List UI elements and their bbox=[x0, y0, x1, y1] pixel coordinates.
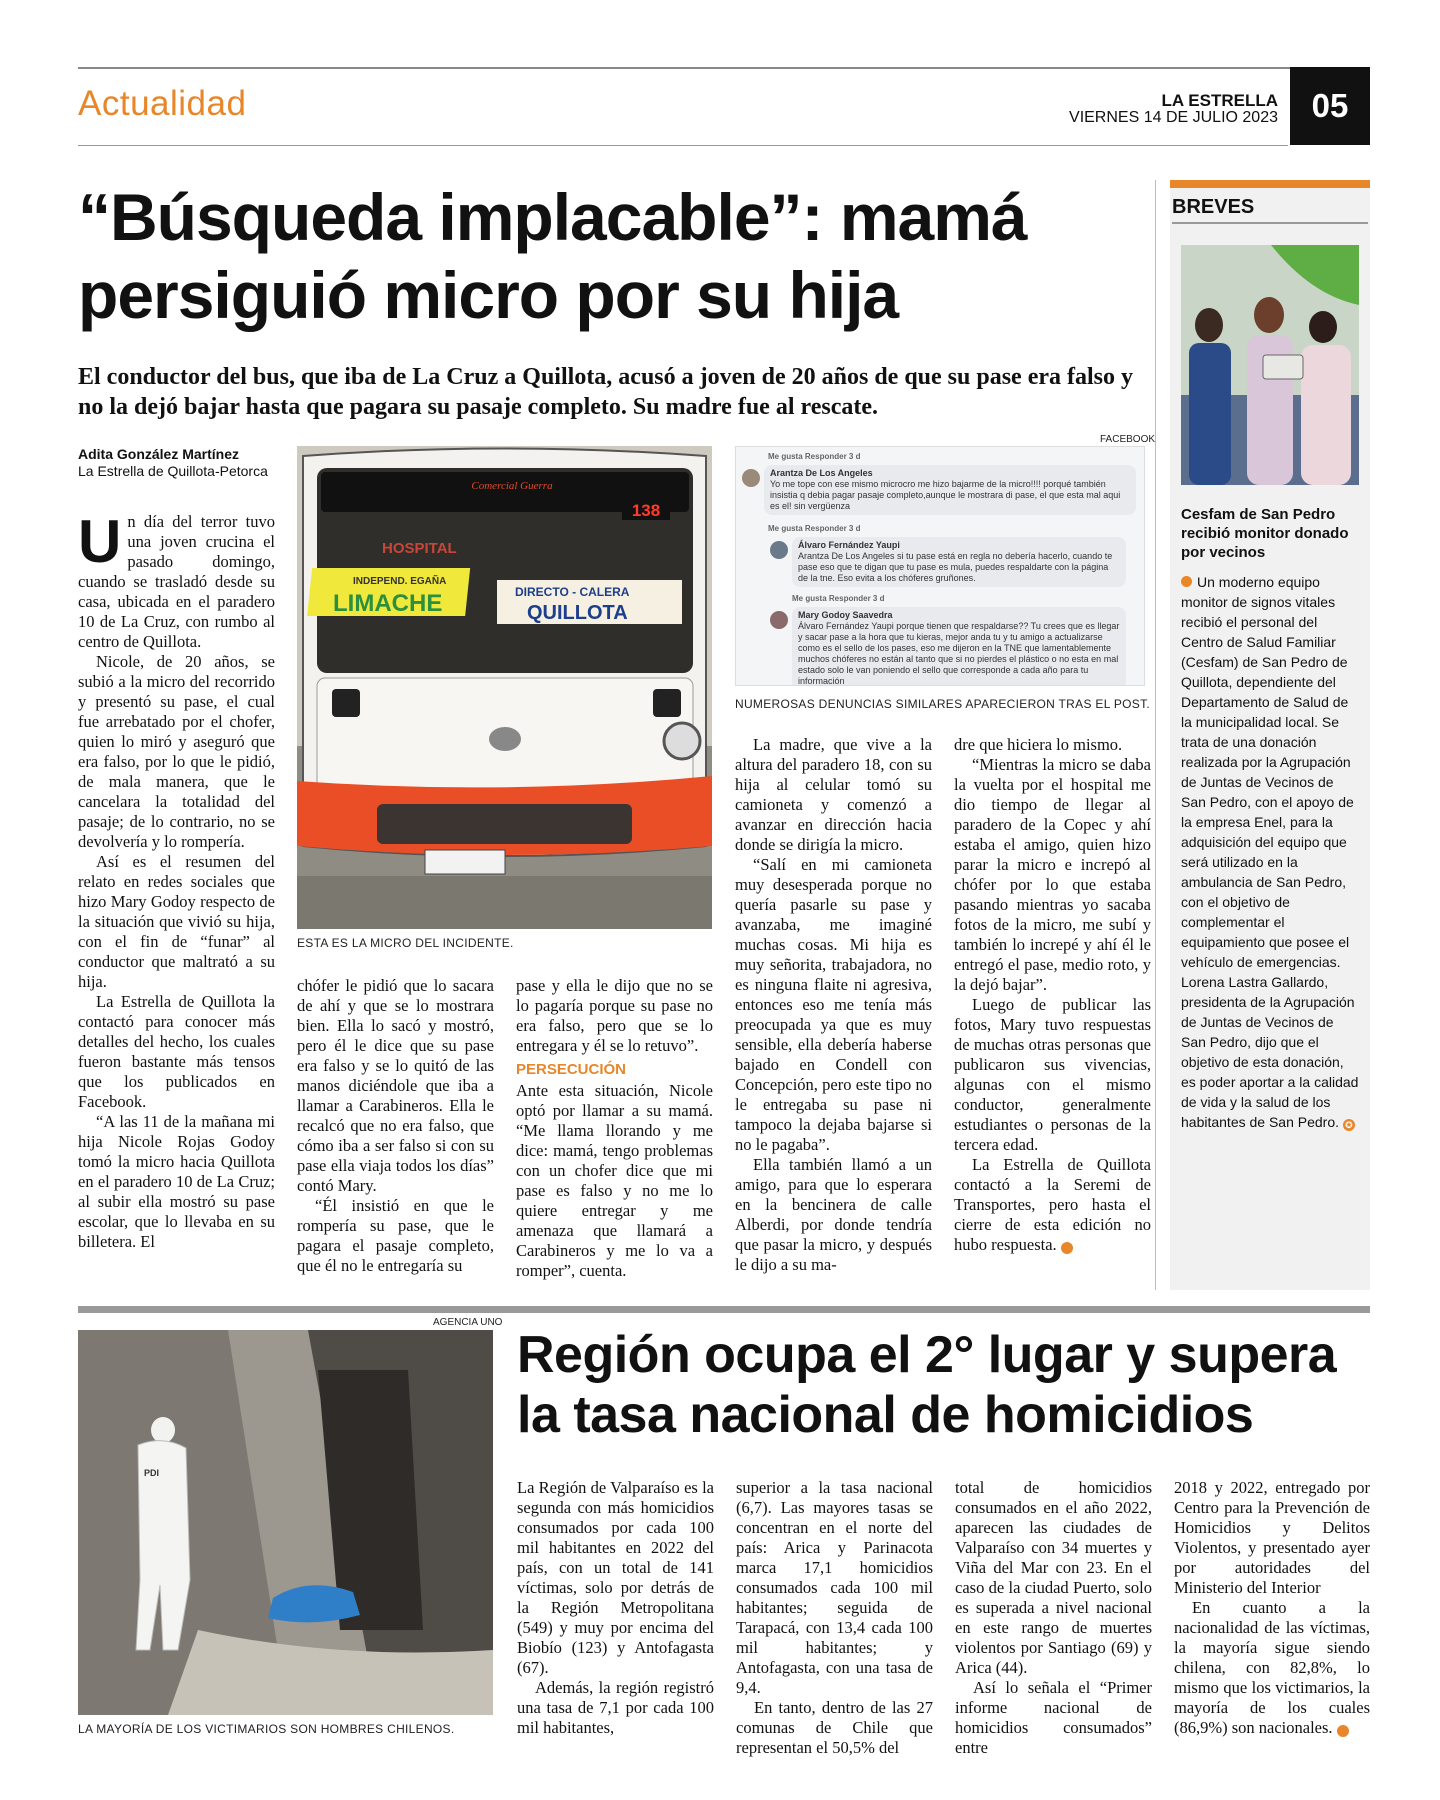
paragraph: Ella también llamó a un amigo, para que lo esperara en la bencinera de calle Alberdi, por donde tendría que pasar la micro, y después le dijo a su ma- bbox=[735, 1155, 932, 1274]
comment-meta: Me gusta Responder 3 d bbox=[768, 452, 861, 461]
article2-column-2 bbox=[736, 1478, 933, 1758]
paragraph: pase y ella le dijo que no se lo pagaría porque su pase no era falso, pero que se lo entregara y él se lo retuvo”. bbox=[516, 976, 713, 1055]
crime-photo-caption: LA MAYORÍA DE LOS VICTIMARIOS SON HOMBRES CHILENOS. bbox=[78, 1722, 455, 1736]
comment-bubble bbox=[792, 537, 1126, 587]
cesfam-photo bbox=[1181, 245, 1359, 485]
masthead-info bbox=[1069, 92, 1278, 126]
crime-scene-illustration bbox=[78, 1330, 493, 1715]
article-column-4 bbox=[735, 735, 932, 1275]
comment-bubble bbox=[792, 607, 1126, 686]
bus-sign-directo: DIRECTO - CALERA bbox=[515, 585, 630, 599]
paragraph: La Región de Valparaíso es la segunda con más homicidios consumados por cada 100 mil habitantes en 2022 del país, con un total de 141 víctimas, solo por detrás de la Región Metropolitana (549) y muy por encima del Biobío (123) y Antofagasta (67). bbox=[517, 1478, 714, 1677]
article2-column-3 bbox=[955, 1478, 1152, 1758]
bus-sign-limache: LIMACHE bbox=[333, 590, 443, 617]
article2-column-1 bbox=[517, 1478, 714, 1738]
breve-headline: Cesfam de San Pedro recibió monitor donado por vecinos bbox=[1181, 506, 1349, 561]
avatar bbox=[770, 541, 788, 559]
page-number: 05 bbox=[1290, 67, 1370, 145]
paragraph: En tanto, dentro de las 27 comunas de Chile que representan el 50,5% del bbox=[736, 1698, 933, 1757]
crime-scene-photo bbox=[78, 1330, 493, 1715]
article-headline: “Búsqueda implacable”: mamá persiguió micro por su hija bbox=[78, 180, 1027, 332]
paragraph: “Él insistió en que le rompería su pase, que le pagara el pasaje completo, que él no le entregaría su bbox=[297, 1196, 494, 1275]
article-column-3 bbox=[516, 976, 713, 1281]
paragraph: Además, la región registró una tasa de 7,1 por cada 100 mil habitantes, bbox=[517, 1678, 714, 1737]
avatar bbox=[742, 469, 760, 487]
breves-title: BREVES bbox=[1172, 196, 1255, 218]
comment-meta: Me gusta Responder 3 d bbox=[792, 594, 885, 603]
cesfam-illustration bbox=[1181, 245, 1359, 485]
bus-photo-caption: ESTA ES LA MICRO DEL INCIDENTE. bbox=[297, 936, 514, 950]
end-mark-icon: ✪ bbox=[1337, 1725, 1349, 1737]
article2-headline: Región ocupa el 2° lugar y supera la tasa nacional de homicidios bbox=[517, 1326, 1337, 1444]
bus-sign-independencia: INDEPEND. EGAÑA bbox=[353, 576, 447, 587]
paper-name: LA ESTRELLA bbox=[1161, 91, 1278, 110]
comment-author: Mary Godoy Saavedra bbox=[798, 610, 893, 620]
facebook-comments-screenshot bbox=[735, 446, 1145, 686]
paragraph: chófer le pidió que lo sacara de ahí y que se lo mostrara bien. Ella lo sacó y mostró, pero él le dice que su pase era falso y se lo quitó de las manos diciéndole que iba a llamar a Carabineros. Ella le recalcó que no era falso, que cómo iba a ser falso si con su pase ella viaja todos los días” contó Mary. bbox=[297, 976, 494, 1195]
bus-top-sign: Comercial Guerra bbox=[471, 480, 553, 492]
paragraph: La Estrella de Quillota contactó a la Seremi de Transportes, pero hasta el cierre de esta edición no hubo respuesta. bbox=[954, 1155, 1151, 1254]
breves-accent-bar bbox=[1170, 180, 1370, 188]
paragraph: “Salí en mi camioneta muy desesperada porque no quería pasarle su pase y avanzaba, me imaginé muchas cosas. Mi hija es muy señorita, trabajadora, no es ninguna flaite ni agresiva, entonces eso me tenía más preocupada ya que es muy sensible, ella debería haberse bajado en Condell con Concepción, pero este tipo no le entregaba su pase ni tampoco la dejaba bajarse si no le pagaba”. bbox=[735, 855, 932, 1154]
comment-bubble bbox=[764, 465, 1136, 515]
issue-date: VIERNES 14 DE JULIO 2023 bbox=[1069, 109, 1278, 126]
article-column-5 bbox=[954, 735, 1151, 1255]
comment-text: Álvaro Fernández Yaupi porque tienen que respaldarse?? Tu crees que es llegar y sacar pase a la hora que tu kieras, mejor anda tu y tu amigo a actualizarse como es el sello de los pases, eso me dijeron en la TNE que lamentablemente muchos chóferes no están al tanto que si no pierdes el plástico o no esta en mal estado solo le van poniendo el sello que corresponde a cada año para tu información bbox=[798, 621, 1120, 686]
bus-illustration bbox=[297, 446, 712, 929]
paragraph: “Mientras la micro se daba la vuelta por el hospital me dio tiempo de llegar al paradero de la Copec y ahí estaba el amigo, quien hizo parar la micro e increpó al chófer por lo que estaba pasando mientras yo sacaba fotos de la micro, me subí y también lo increpé y ahí él le entregó el pase, medio roto, y la dejó bajar”. bbox=[954, 755, 1151, 994]
end-mark-icon: ✪ bbox=[1343, 1119, 1355, 1131]
drop-cap: U bbox=[78, 508, 122, 575]
breve-paragraph: Lorena Lastra Gallardo, presidenta de la Agrupación de Juntas de Vecinos de San Pedro, dijo que el objetivo de esta donación, es poder aportar a la calidad de vida y la salud de los habitantes de San Pedro. bbox=[1181, 974, 1359, 1130]
comment-text: Arantza De Los Angeles si tu pase está en regla no debería hacerlo, cuando te pase eso que te digan que tu pase es mula, puedes respaldarte con la página de la tne. Eso evita a los chóferes gruñones. bbox=[798, 551, 1113, 583]
paragraph: Ante esta situación, Nicole optó por llamar a su mamá. “Me llama llorando y me dice: mamá, tengo problemas con un chofer dice que mi pase es falso y no me lo quiere entregar y me amenaza que llamará a Carabineros y me lo va a romper”, cuenta. bbox=[516, 1081, 713, 1280]
author-outlet: La Estrella de Quillota-Petorca bbox=[78, 463, 268, 479]
bus-photo bbox=[297, 446, 712, 929]
article-column-2 bbox=[297, 976, 494, 1276]
breve-paragraph: Un moderno equipo monitor de signos vitales recibió el personal del Centro de Salud Familiar (Cesfam) de San Pedro de Quillota, dependiente del Departamento de Salud de la municipalidad local. Se trata de una donación realizada por la Agrupación de Juntas de Vecinos de San Pedro, con el apoyo de la empresa Enel, para la adquisición del equipo que será utilizado en la ambulancia de San Pedro, con el objetivo de complementar el equipamiento que posee el vehículo de emergencias. bbox=[1181, 574, 1354, 970]
section-subtitle: PERSECUCIÓN bbox=[516, 1061, 627, 1078]
paragraph: “A las 11 de la mañana mi hija Nicole Rojas Godoy tomó la micro hacia Quillota en el paradero 10 de La Cruz; al subir ella mostró su pase escolar, que lo llevaba en su billetera. El bbox=[78, 1112, 275, 1251]
comment-author: Álvaro Fernández Yaupi bbox=[798, 540, 900, 550]
header-rule bbox=[78, 145, 1288, 146]
breve-body bbox=[1181, 572, 1361, 1132]
bullet-icon bbox=[1181, 576, 1192, 587]
paragraph: La Estrella de Quillota la contactó para conocer más detalles del hecho, los cuales fueron bastante más tensos que los publicados en Facebook. bbox=[78, 992, 275, 1111]
bus-route-number: 138 bbox=[631, 501, 661, 520]
paragraph: Luego de publicar las fotos, Mary tuvo respuestas de muchas otras personas que publicaron sus vivencias, algunas con el mismo conductor, generalmente estudiantes o personas de la tercera edad. bbox=[954, 995, 1151, 1154]
comment-author: Arantza De Los Angeles bbox=[770, 468, 873, 478]
section-divider bbox=[78, 1306, 1370, 1313]
column-divider bbox=[1155, 180, 1156, 1290]
author-name: Adita González Martínez bbox=[78, 446, 240, 462]
top-rule bbox=[78, 67, 1370, 69]
paragraph: dre que hiciera lo mismo. bbox=[954, 735, 1123, 754]
avatar bbox=[770, 611, 788, 629]
paragraph: 2018 y 2022, entregado por Centro para la Prevención de Homicidios y Delitos Violentos, y presentado ayer por autoridades del Ministerio del Interior bbox=[1174, 1478, 1370, 1597]
breves-rule bbox=[1172, 222, 1368, 224]
facebook-credit: FACEBOOK bbox=[1100, 434, 1156, 445]
paragraph: En cuanto a la nacionalidad de las víctimas, la mayoría sigue siendo chilena, con 82,8%, lo mismo que los victimarios, la mayoría de los cuales (86,9%) son nacionales. bbox=[1174, 1598, 1370, 1737]
article-column-1 bbox=[78, 508, 275, 1252]
section-label: Actualidad bbox=[78, 84, 247, 123]
paragraph: La madre, que vive a la altura del paradero 18, con su hija al celular tomó su camioneta y comenzó a avanzar en dirección hacia donde se dirigía la micro. bbox=[735, 735, 932, 854]
paragraph: Así lo señala el “Primer informe nacional de homicidios consumados” entre bbox=[955, 1678, 1152, 1757]
article-subhead: El conductor del bus, que iba de La Cruz a Quillota, acusó a joven de 20 años de que su pase era falso y no la dejó bajar hasta que pagara su pasaje completo. Su madre fue al rescate. bbox=[78, 364, 1134, 420]
end-mark-icon: ✪ bbox=[1061, 1242, 1073, 1254]
paragraph: Nicole, de 20 años, se subió a la micro del recorrido y presentó su pase, el cual fue arrebatado por el chofer, quien lo miró y aseguró que era falso, por lo que le pidió, de mala manera, que le cancelara la totalidad del pasaje; de lo contrario, no se devolvería y lo rompería. bbox=[78, 652, 275, 851]
article2-column-4 bbox=[1174, 1478, 1370, 1738]
bus-sign-hospital: HOSPITAL bbox=[382, 540, 457, 557]
pdi-vest-text: PDI bbox=[144, 1468, 160, 1478]
photo-credit: AGENCIA UNO bbox=[433, 1317, 503, 1328]
paragraph: total de homicidios consumados en el año 2022, aparecen las ciudades de Valparaíso con 34 muertes y Viña del Mar con 23. En el caso de la ciudad Puerto, solo es superada a nivel nacional en este rango de muertes violentos por Santiago (69) y Arica (44). bbox=[955, 1478, 1152, 1677]
facebook-caption: NUMEROSAS DENUNCIAS SIMILARES APARECIERON TRAS EL POST. bbox=[735, 697, 1151, 711]
comment-meta: Me gusta Responder 3 d bbox=[768, 524, 861, 533]
byline bbox=[78, 446, 268, 480]
comment-text: Yo me tope con ese mismo microcro me hizo bajarme de la micro!!!! porqué también insistia q debia pagar pasaje completo,aunque le mostrara di pase, el que esta mal aqui es el! sin vergüenza bbox=[770, 479, 1121, 511]
paragraph: Así es el resumen del relato en redes sociales que hizo Mary Godoy respecto de la situación que vivió su hija, con el fin de “funar” al conductor que maltrató a su hija. bbox=[78, 852, 275, 991]
bus-sign-quillota: QUILLOTA bbox=[527, 602, 628, 624]
paragraph: superior a la tasa nacional (6,7). Las mayores tasas se concentran en el norte del país: Arica y Parinacota marca 17,1 homicidios consumados cada 100 mil habitantes; seguida de Tarapacá, con 13,4 cada 100 mil habitantes; y Antofagasta, con una tasa de 9,4. bbox=[736, 1478, 933, 1697]
paragraph: n día del terror tuvo una joven crucina el pasado domingo, cuando se trasladó desde su casa, ubicada en el paradero 10 de La Cruz, con rumbo al centro de Quillota. bbox=[78, 512, 275, 651]
